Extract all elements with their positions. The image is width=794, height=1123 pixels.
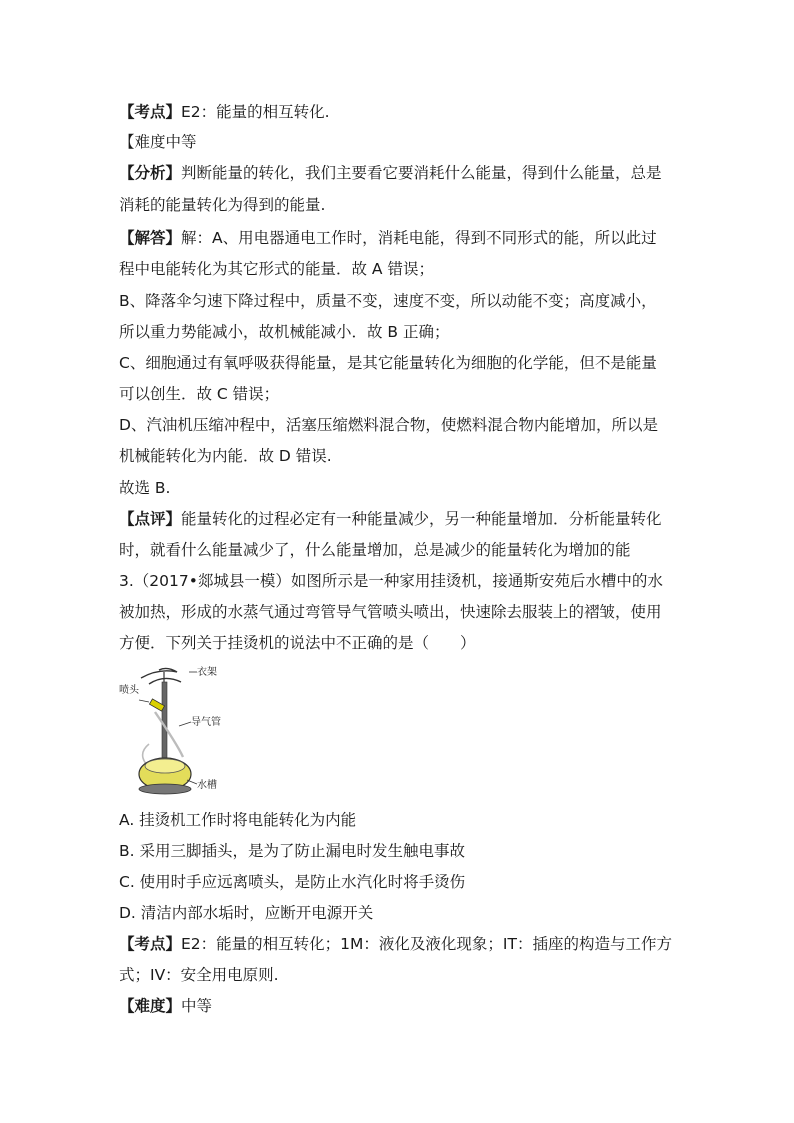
kaodian-line xyxy=(119,102,679,122)
solution-tag: 【解答】 xyxy=(119,229,182,247)
question-line-2: 被加热，形成的水蒸气通过弯管导气管喷头喷出，快速除去服装上的褶皱，使用 xyxy=(119,603,662,621)
analysis-line-1 xyxy=(119,163,679,183)
label-tank: 水槽 xyxy=(197,780,217,791)
comment-text-1: 能量转化的过程必定有一种能量减少，另一种能量增加．分析能量转化 xyxy=(181,510,662,528)
label-tube: 导气管 xyxy=(191,717,221,728)
solution-line-1 xyxy=(119,228,679,248)
analysis-line-2: 消耗的能量转化为得到的能量. xyxy=(119,196,326,214)
option-d-explain-1: D、汽油机压缩冲程中，活塞压缩燃料混合物，使燃料混合物内能增加，所以是 xyxy=(119,416,658,434)
option-c: C. 使用时手应远离喷头，是防止水汽化时将手烫伤 xyxy=(119,873,466,891)
garment-steamer-figure xyxy=(119,662,229,802)
solution-text-1: 解：A、用电器通电工作时，消耗电能，得到不同形式的能，所以此过 xyxy=(181,229,657,247)
option-d-explain-2: 机械能转化为内能．故 D 错误. xyxy=(119,447,332,465)
analysis-tag: 【分析】 xyxy=(119,164,182,182)
question-line-1: 3.（2017•郯城县一模）如图所示是一种家用挂烫机，接通斯安苑后水槽中的水 xyxy=(119,572,663,590)
label-hanger: 衣架 xyxy=(197,667,217,678)
q3-kaodian-tag: 【考点】 xyxy=(119,935,182,953)
comment-line-2: 时，就看什么能量减少了，什么能量增加，总是减少的能量转化为增加的能 xyxy=(119,541,631,559)
option-b-explain-1: B、降落伞匀速下降过程中，质量不变，速度不变，所以动能不变；高度减小， xyxy=(119,292,657,310)
difficulty-line: 【难度中等 xyxy=(119,133,197,151)
kaodian-text: E2：能量的相互转化. xyxy=(181,103,330,121)
q3-kaodian-text-1: E2：能量的相互转化；1M：液化及液化现象；IT：插座的构造与工作方 xyxy=(181,935,672,953)
kaodian-tag: 【考点】 xyxy=(119,103,182,121)
q3-kaodian-line-1 xyxy=(119,934,679,954)
q3-difficulty-line xyxy=(119,996,679,1016)
option-c-explain-1: C、细胞通过有氧呼吸获得能量，是其它能量转化为细胞的化学能，但不是能量 xyxy=(119,354,657,372)
question-line-3: 方便．下列关于挂烫机的说法中不正确的是（ ） xyxy=(119,634,476,652)
comment-line-1 xyxy=(119,509,679,529)
q3-kaodian-line-2: 式；IV：安全用电原则. xyxy=(119,966,279,984)
option-b-explain-2: 所以重力势能减小，故机械能减小．故 B 正确； xyxy=(119,323,450,341)
analysis-text-1: 判断能量的转化，我们主要看它要消耗什么能量，得到什么能量，总是 xyxy=(181,164,662,182)
q3-difficulty-tag: 【难度】 xyxy=(119,997,182,1015)
comment-tag: 【点评】 xyxy=(119,510,182,528)
option-a: A. 挂烫机工作时将电能转化为内能 xyxy=(119,811,357,829)
answer-line: 故选 B. xyxy=(119,479,171,497)
option-c-explain-2: 可以创生．故 C 错误； xyxy=(119,385,280,403)
option-b: B. 采用三脚插头，是为了防止漏电时发生触电事故 xyxy=(119,842,465,860)
option-d: D. 清洁内部水垢时，应断开电源开关 xyxy=(119,904,374,922)
label-nozzle: 喷头 xyxy=(119,685,139,696)
solution-line-2: 程中电能转化为其它形式的能量．故 A 错误； xyxy=(119,260,434,278)
q3-difficulty-text: 中等 xyxy=(181,997,213,1015)
